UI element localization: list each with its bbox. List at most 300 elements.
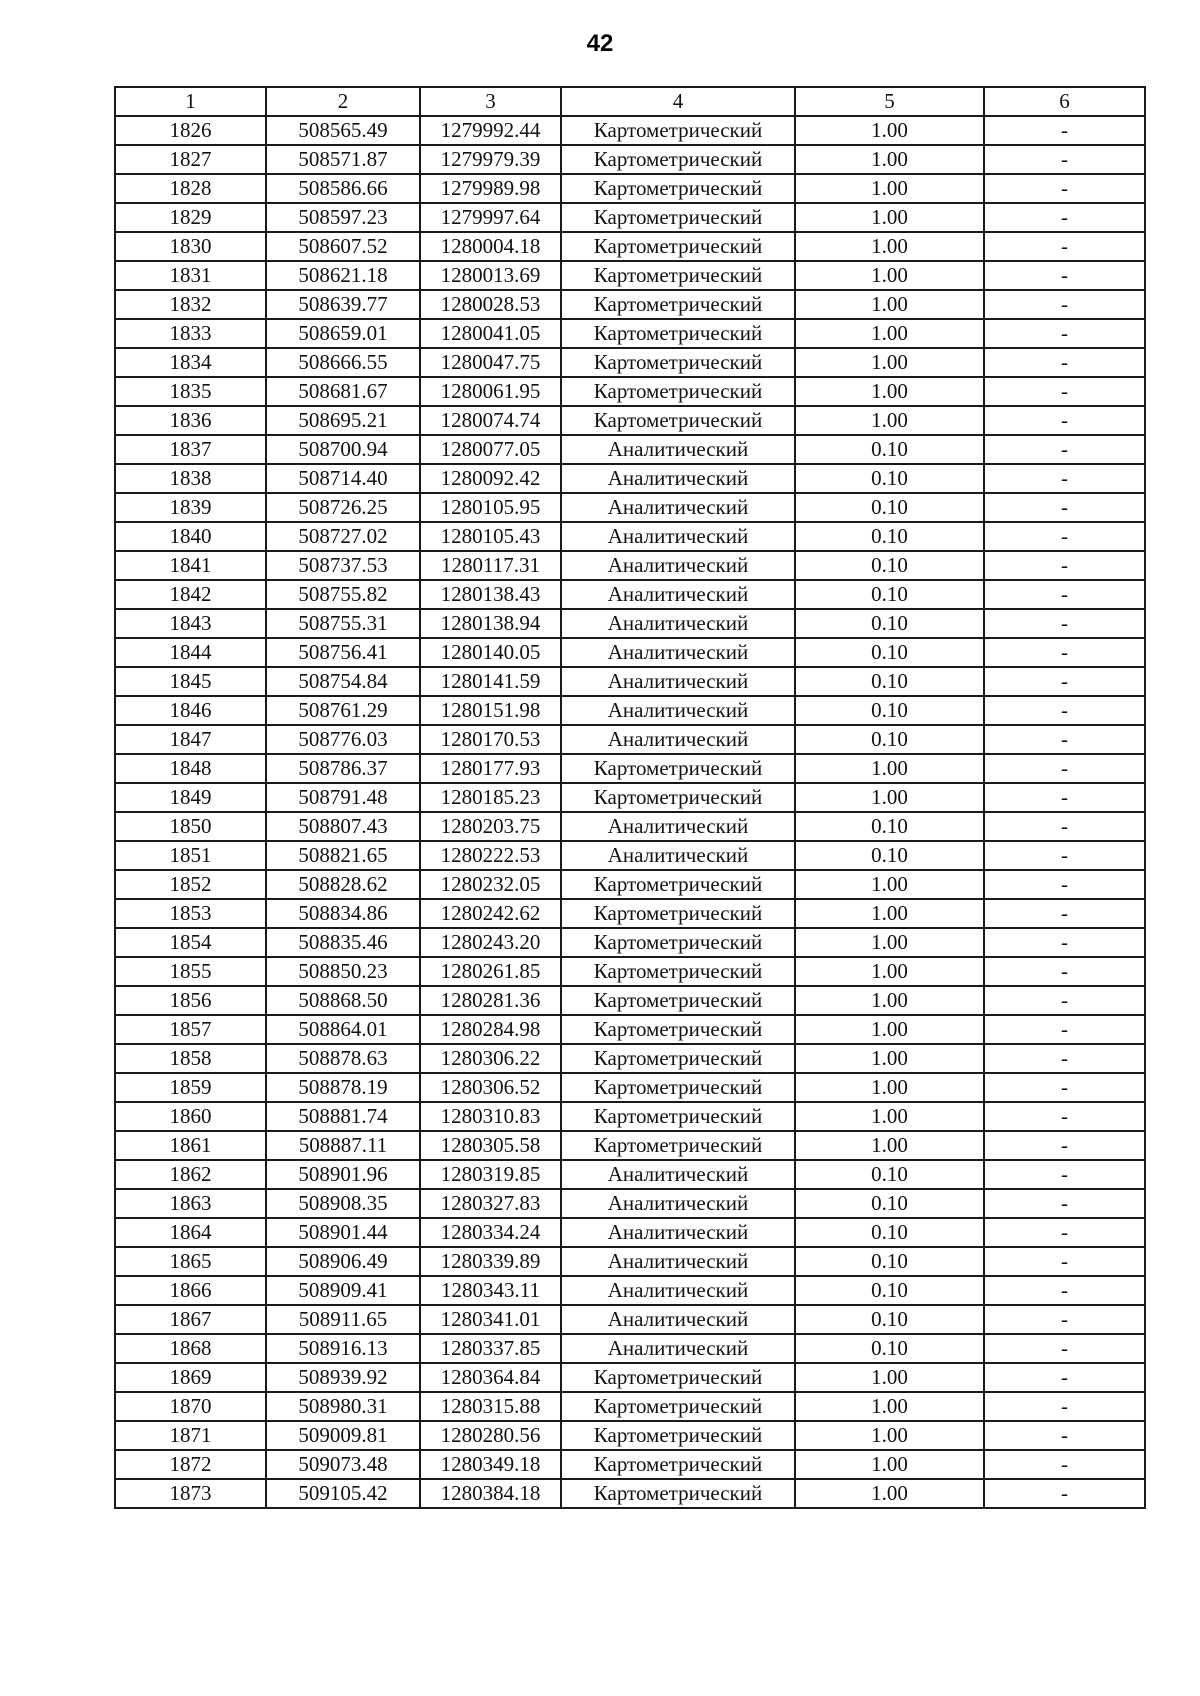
description-cell: - [984,232,1145,261]
point-number-cell: 1851 [115,841,266,870]
description-cell: - [984,870,1145,899]
description-cell: - [984,261,1145,290]
accuracy-cell: 1.00 [795,1479,984,1508]
point-number-cell: 1846 [115,696,266,725]
point-number-cell: 1872 [115,1450,266,1479]
table-row [115,1247,1145,1276]
table-row [115,377,1145,406]
table-row [115,1189,1145,1218]
description-cell: - [984,957,1145,986]
y-coordinate-cell: 1280310.83 [420,1102,561,1131]
x-coordinate-cell: 508607.52 [266,232,420,261]
point-number-cell: 1847 [115,725,266,754]
table-row [115,812,1145,841]
table-row [115,1392,1145,1421]
table-row [115,348,1145,377]
method-cell: Картометрический [561,986,795,1015]
x-coordinate-cell: 508727.02 [266,522,420,551]
description-cell: - [984,1015,1145,1044]
accuracy-cell: 1.00 [795,1450,984,1479]
x-coordinate-cell: 508755.31 [266,609,420,638]
method-cell: Аналитический [561,1305,795,1334]
y-coordinate-cell: 1279989.98 [420,174,561,203]
method-cell: Аналитический [561,1334,795,1363]
method-cell: Картометрический [561,116,795,145]
y-coordinate-cell: 1280185.23 [420,783,561,812]
x-coordinate-cell: 508887.11 [266,1131,420,1160]
y-coordinate-cell: 1280077.05 [420,435,561,464]
description-cell: - [984,319,1145,348]
accuracy-cell: 0.10 [795,696,984,725]
y-coordinate-cell: 1279979.39 [420,145,561,174]
x-coordinate-cell: 508835.46 [266,928,420,957]
method-cell: Картометрический [561,1015,795,1044]
description-cell: - [984,174,1145,203]
accuracy-cell: 0.10 [795,667,984,696]
y-coordinate-cell: 1280013.69 [420,261,561,290]
method-cell: Картометрический [561,1392,795,1421]
method-cell: Картометрический [561,232,795,261]
y-coordinate-cell: 1280327.83 [420,1189,561,1218]
method-cell: Картометрический [561,870,795,899]
description-cell: - [984,290,1145,319]
accuracy-cell: 0.10 [795,1305,984,1334]
point-number-cell: 1830 [115,232,266,261]
accuracy-cell: 1.00 [795,1392,984,1421]
method-cell: Картометрический [561,928,795,957]
y-coordinate-cell: 1280028.53 [420,290,561,319]
x-coordinate-cell: 508597.23 [266,203,420,232]
y-coordinate-cell: 1280041.05 [420,319,561,348]
table-row [115,928,1145,957]
point-number-cell: 1841 [115,551,266,580]
description-cell: - [984,841,1145,870]
x-coordinate-cell: 508586.66 [266,174,420,203]
x-coordinate-cell: 508834.86 [266,899,420,928]
y-coordinate-cell: 1280284.98 [420,1015,561,1044]
method-cell: Аналитический [561,435,795,464]
accuracy-cell: 0.10 [795,812,984,841]
table-row [115,1479,1145,1508]
y-coordinate-cell: 1280138.43 [420,580,561,609]
x-coordinate-cell: 508791.48 [266,783,420,812]
y-coordinate-cell: 1280337.85 [420,1334,561,1363]
header-cell-4: 4 [561,87,795,116]
x-coordinate-cell: 508659.01 [266,319,420,348]
method-cell: Аналитический [561,551,795,580]
method-cell: Картометрический [561,290,795,319]
table-row [115,1160,1145,1189]
y-coordinate-cell: 1280315.88 [420,1392,561,1421]
point-number-cell: 1828 [115,174,266,203]
header-cell-3: 3 [420,87,561,116]
method-cell: Аналитический [561,1160,795,1189]
table-row [115,754,1145,783]
description-cell: - [984,145,1145,174]
description-cell: - [984,783,1145,812]
table-row [115,464,1145,493]
accuracy-cell: 1.00 [795,377,984,406]
x-coordinate-cell: 509105.42 [266,1479,420,1508]
point-number-cell: 1832 [115,290,266,319]
table-row [115,783,1145,812]
accuracy-cell: 1.00 [795,1131,984,1160]
y-coordinate-cell: 1280061.95 [420,377,561,406]
point-number-cell: 1835 [115,377,266,406]
y-coordinate-cell: 1280341.01 [420,1305,561,1334]
point-number-cell: 1871 [115,1421,266,1450]
x-coordinate-cell: 508980.31 [266,1392,420,1421]
method-cell: Аналитический [561,696,795,725]
accuracy-cell: 1.00 [795,1363,984,1392]
description-cell: - [984,986,1145,1015]
method-cell: Картометрический [561,1044,795,1073]
accuracy-cell: 1.00 [795,957,984,986]
point-number-cell: 1857 [115,1015,266,1044]
description-cell: - [984,1247,1145,1276]
table-row [115,174,1145,203]
point-number-cell: 1862 [115,1160,266,1189]
accuracy-cell: 0.10 [795,1160,984,1189]
table-row [115,1218,1145,1247]
y-coordinate-cell: 1280004.18 [420,232,561,261]
accuracy-cell: 1.00 [795,116,984,145]
accuracy-cell: 0.10 [795,638,984,667]
accuracy-cell: 1.00 [795,290,984,319]
point-number-cell: 1863 [115,1189,266,1218]
description-cell: - [984,1218,1145,1247]
x-coordinate-cell: 508700.94 [266,435,420,464]
method-cell: Аналитический [561,522,795,551]
method-cell: Картометрический [561,203,795,232]
accuracy-cell: 0.10 [795,1334,984,1363]
description-cell: - [984,1073,1145,1102]
x-coordinate-cell: 508881.74 [266,1102,420,1131]
table-row [115,609,1145,638]
x-coordinate-cell: 508695.21 [266,406,420,435]
description-cell: - [984,1392,1145,1421]
point-number-cell: 1834 [115,348,266,377]
table-row [115,1363,1145,1392]
y-coordinate-cell: 1280306.22 [420,1044,561,1073]
table-row [115,232,1145,261]
method-cell: Картометрический [561,319,795,348]
method-cell: Картометрический [561,754,795,783]
table-header [115,87,1145,116]
point-number-cell: 1856 [115,986,266,1015]
y-coordinate-cell: 1280243.20 [420,928,561,957]
method-cell: Картометрический [561,1131,795,1160]
point-number-cell: 1869 [115,1363,266,1392]
point-number-cell: 1861 [115,1131,266,1160]
accuracy-cell: 0.10 [795,580,984,609]
point-number-cell: 1838 [115,464,266,493]
y-coordinate-cell: 1280203.75 [420,812,561,841]
accuracy-cell: 0.10 [795,522,984,551]
point-number-cell: 1848 [115,754,266,783]
accuracy-cell: 1.00 [795,319,984,348]
method-cell: Картометрический [561,145,795,174]
method-cell: Аналитический [561,841,795,870]
description-cell: - [984,1102,1145,1131]
method-cell: Аналитический [561,812,795,841]
accuracy-cell: 1.00 [795,1015,984,1044]
x-coordinate-cell: 508666.55 [266,348,420,377]
method-cell: Аналитический [561,667,795,696]
method-cell: Картометрический [561,1102,795,1131]
table-row [115,116,1145,145]
table-row [115,841,1145,870]
description-cell: - [984,203,1145,232]
x-coordinate-cell: 508906.49 [266,1247,420,1276]
accuracy-cell: 0.10 [795,1189,984,1218]
description-cell: - [984,435,1145,464]
x-coordinate-cell: 508901.44 [266,1218,420,1247]
accuracy-cell: 0.10 [795,841,984,870]
accuracy-cell: 1.00 [795,1102,984,1131]
y-coordinate-cell: 1280232.05 [420,870,561,899]
table-row [115,580,1145,609]
y-coordinate-cell: 1280339.89 [420,1247,561,1276]
method-cell: Картометрический [561,1363,795,1392]
accuracy-cell: 1.00 [795,145,984,174]
method-cell: Картометрический [561,348,795,377]
accuracy-cell: 0.10 [795,1218,984,1247]
y-coordinate-cell: 1280384.18 [420,1479,561,1508]
accuracy-cell: 0.10 [795,1276,984,1305]
y-coordinate-cell: 1280261.85 [420,957,561,986]
accuracy-cell: 0.10 [795,493,984,522]
description-cell: - [984,522,1145,551]
method-cell: Аналитический [561,1189,795,1218]
header-cell-1: 1 [115,87,266,116]
y-coordinate-cell: 1280117.31 [420,551,561,580]
table-row [115,145,1145,174]
y-coordinate-cell: 1280105.43 [420,522,561,551]
y-coordinate-cell: 1280305.58 [420,1131,561,1160]
accuracy-cell: 1.00 [795,783,984,812]
point-number-cell: 1858 [115,1044,266,1073]
accuracy-cell: 1.00 [795,203,984,232]
x-coordinate-cell: 508868.50 [266,986,420,1015]
description-cell: - [984,1189,1145,1218]
point-number-cell: 1854 [115,928,266,957]
description-cell: - [984,1450,1145,1479]
table-row [115,1073,1145,1102]
x-coordinate-cell: 508786.37 [266,754,420,783]
method-cell: Картометрический [561,1479,795,1508]
method-cell: Аналитический [561,1276,795,1305]
point-number-cell: 1864 [115,1218,266,1247]
header-row [115,87,1145,116]
table-row [115,667,1145,696]
method-cell: Аналитический [561,1218,795,1247]
point-number-cell: 1844 [115,638,266,667]
table-row [115,406,1145,435]
point-number-cell: 1842 [115,580,266,609]
method-cell: Аналитический [561,1247,795,1276]
description-cell: - [984,580,1145,609]
y-coordinate-cell: 1280242.62 [420,899,561,928]
table-row [115,493,1145,522]
table-row [115,1334,1145,1363]
point-number-cell: 1829 [115,203,266,232]
description-cell: - [984,638,1145,667]
description-cell: - [984,406,1145,435]
description-cell: - [984,1131,1145,1160]
table-row [115,957,1145,986]
accuracy-cell: 0.10 [795,551,984,580]
accuracy-cell: 0.10 [795,725,984,754]
accuracy-cell: 1.00 [795,406,984,435]
point-number-cell: 1867 [115,1305,266,1334]
table-row [115,1102,1145,1131]
point-number-cell: 1866 [115,1276,266,1305]
method-cell: Аналитический [561,725,795,754]
y-coordinate-cell: 1280222.53 [420,841,561,870]
x-coordinate-cell: 508850.23 [266,957,420,986]
x-coordinate-cell: 508909.41 [266,1276,420,1305]
method-cell: Картометрический [561,377,795,406]
method-cell: Аналитический [561,580,795,609]
description-cell: - [984,1160,1145,1189]
table-row [115,551,1145,580]
x-coordinate-cell: 508737.53 [266,551,420,580]
table-row [115,261,1145,290]
table-row [115,1131,1145,1160]
x-coordinate-cell: 508828.62 [266,870,420,899]
description-cell: - [984,725,1145,754]
method-cell: Картометрический [561,174,795,203]
table-row [115,1015,1145,1044]
description-cell: - [984,754,1145,783]
point-number-cell: 1860 [115,1102,266,1131]
description-cell: - [984,551,1145,580]
y-coordinate-cell: 1280349.18 [420,1450,561,1479]
table-body [115,116,1145,1508]
accuracy-cell: 0.10 [795,435,984,464]
description-cell: - [984,1276,1145,1305]
point-number-cell: 1859 [115,1073,266,1102]
x-coordinate-cell: 508571.87 [266,145,420,174]
accuracy-cell: 1.00 [795,899,984,928]
point-number-cell: 1837 [115,435,266,464]
point-number-cell: 1853 [115,899,266,928]
x-coordinate-cell: 508901.96 [266,1160,420,1189]
x-coordinate-cell: 508726.25 [266,493,420,522]
description-cell: - [984,493,1145,522]
x-coordinate-cell: 508807.43 [266,812,420,841]
description-cell: - [984,348,1145,377]
y-coordinate-cell: 1280306.52 [420,1073,561,1102]
x-coordinate-cell: 508621.18 [266,261,420,290]
description-cell: - [984,928,1145,957]
accuracy-cell: 1.00 [795,1421,984,1450]
point-number-cell: 1833 [115,319,266,348]
header-cell-2: 2 [266,87,420,116]
x-coordinate-cell: 508821.65 [266,841,420,870]
y-coordinate-cell: 1280170.53 [420,725,561,754]
method-cell: Картометрический [561,899,795,928]
description-cell: - [984,1334,1145,1363]
point-number-cell: 1839 [115,493,266,522]
coordinates-table [114,86,1146,1509]
point-number-cell: 1855 [115,957,266,986]
point-number-cell: 1870 [115,1392,266,1421]
method-cell: Аналитический [561,464,795,493]
table-row [115,899,1145,928]
point-number-cell: 1827 [115,145,266,174]
table-row [115,696,1145,725]
x-coordinate-cell: 508761.29 [266,696,420,725]
accuracy-cell: 0.10 [795,464,984,493]
y-coordinate-cell: 1280334.24 [420,1218,561,1247]
method-cell: Картометрический [561,1450,795,1479]
method-cell: Картометрический [561,406,795,435]
description-cell: - [984,1363,1145,1392]
y-coordinate-cell: 1280140.05 [420,638,561,667]
table-row [115,1421,1145,1450]
method-cell: Картометрический [561,261,795,290]
y-coordinate-cell: 1280177.93 [420,754,561,783]
x-coordinate-cell: 508916.13 [266,1334,420,1363]
accuracy-cell: 1.00 [795,348,984,377]
accuracy-cell: 1.00 [795,261,984,290]
point-number-cell: 1852 [115,870,266,899]
x-coordinate-cell: 509073.48 [266,1450,420,1479]
y-coordinate-cell: 1280280.56 [420,1421,561,1450]
description-cell: - [984,1305,1145,1334]
header-cell-5: 5 [795,87,984,116]
table-row [115,1450,1145,1479]
method-cell: Картометрический [561,1073,795,1102]
method-cell: Аналитический [561,493,795,522]
description-cell: - [984,812,1145,841]
x-coordinate-cell: 508878.19 [266,1073,420,1102]
accuracy-cell: 1.00 [795,870,984,899]
header-cell-6: 6 [984,87,1145,116]
accuracy-cell: 0.10 [795,1247,984,1276]
table-row [115,319,1145,348]
point-number-cell: 1826 [115,116,266,145]
table-row [115,435,1145,464]
x-coordinate-cell: 508681.67 [266,377,420,406]
table-row [115,986,1145,1015]
x-coordinate-cell: 508639.77 [266,290,420,319]
table-row [115,522,1145,551]
table-row [115,870,1145,899]
point-number-cell: 1865 [115,1247,266,1276]
method-cell: Картометрический [561,957,795,986]
y-coordinate-cell: 1280141.59 [420,667,561,696]
table-row [115,1044,1145,1073]
y-coordinate-cell: 1279992.44 [420,116,561,145]
description-cell: - [984,464,1145,493]
description-cell: - [984,696,1145,725]
description-cell: - [984,899,1145,928]
description-cell: - [984,377,1145,406]
y-coordinate-cell: 1279997.64 [420,203,561,232]
x-coordinate-cell: 508939.92 [266,1363,420,1392]
table-row [115,203,1145,232]
table-row [115,638,1145,667]
point-number-cell: 1840 [115,522,266,551]
page-number: 42 [586,30,614,57]
y-coordinate-cell: 1280138.94 [420,609,561,638]
y-coordinate-cell: 1280074.74 [420,406,561,435]
method-cell: Картометрический [561,1421,795,1450]
accuracy-cell: 1.00 [795,928,984,957]
